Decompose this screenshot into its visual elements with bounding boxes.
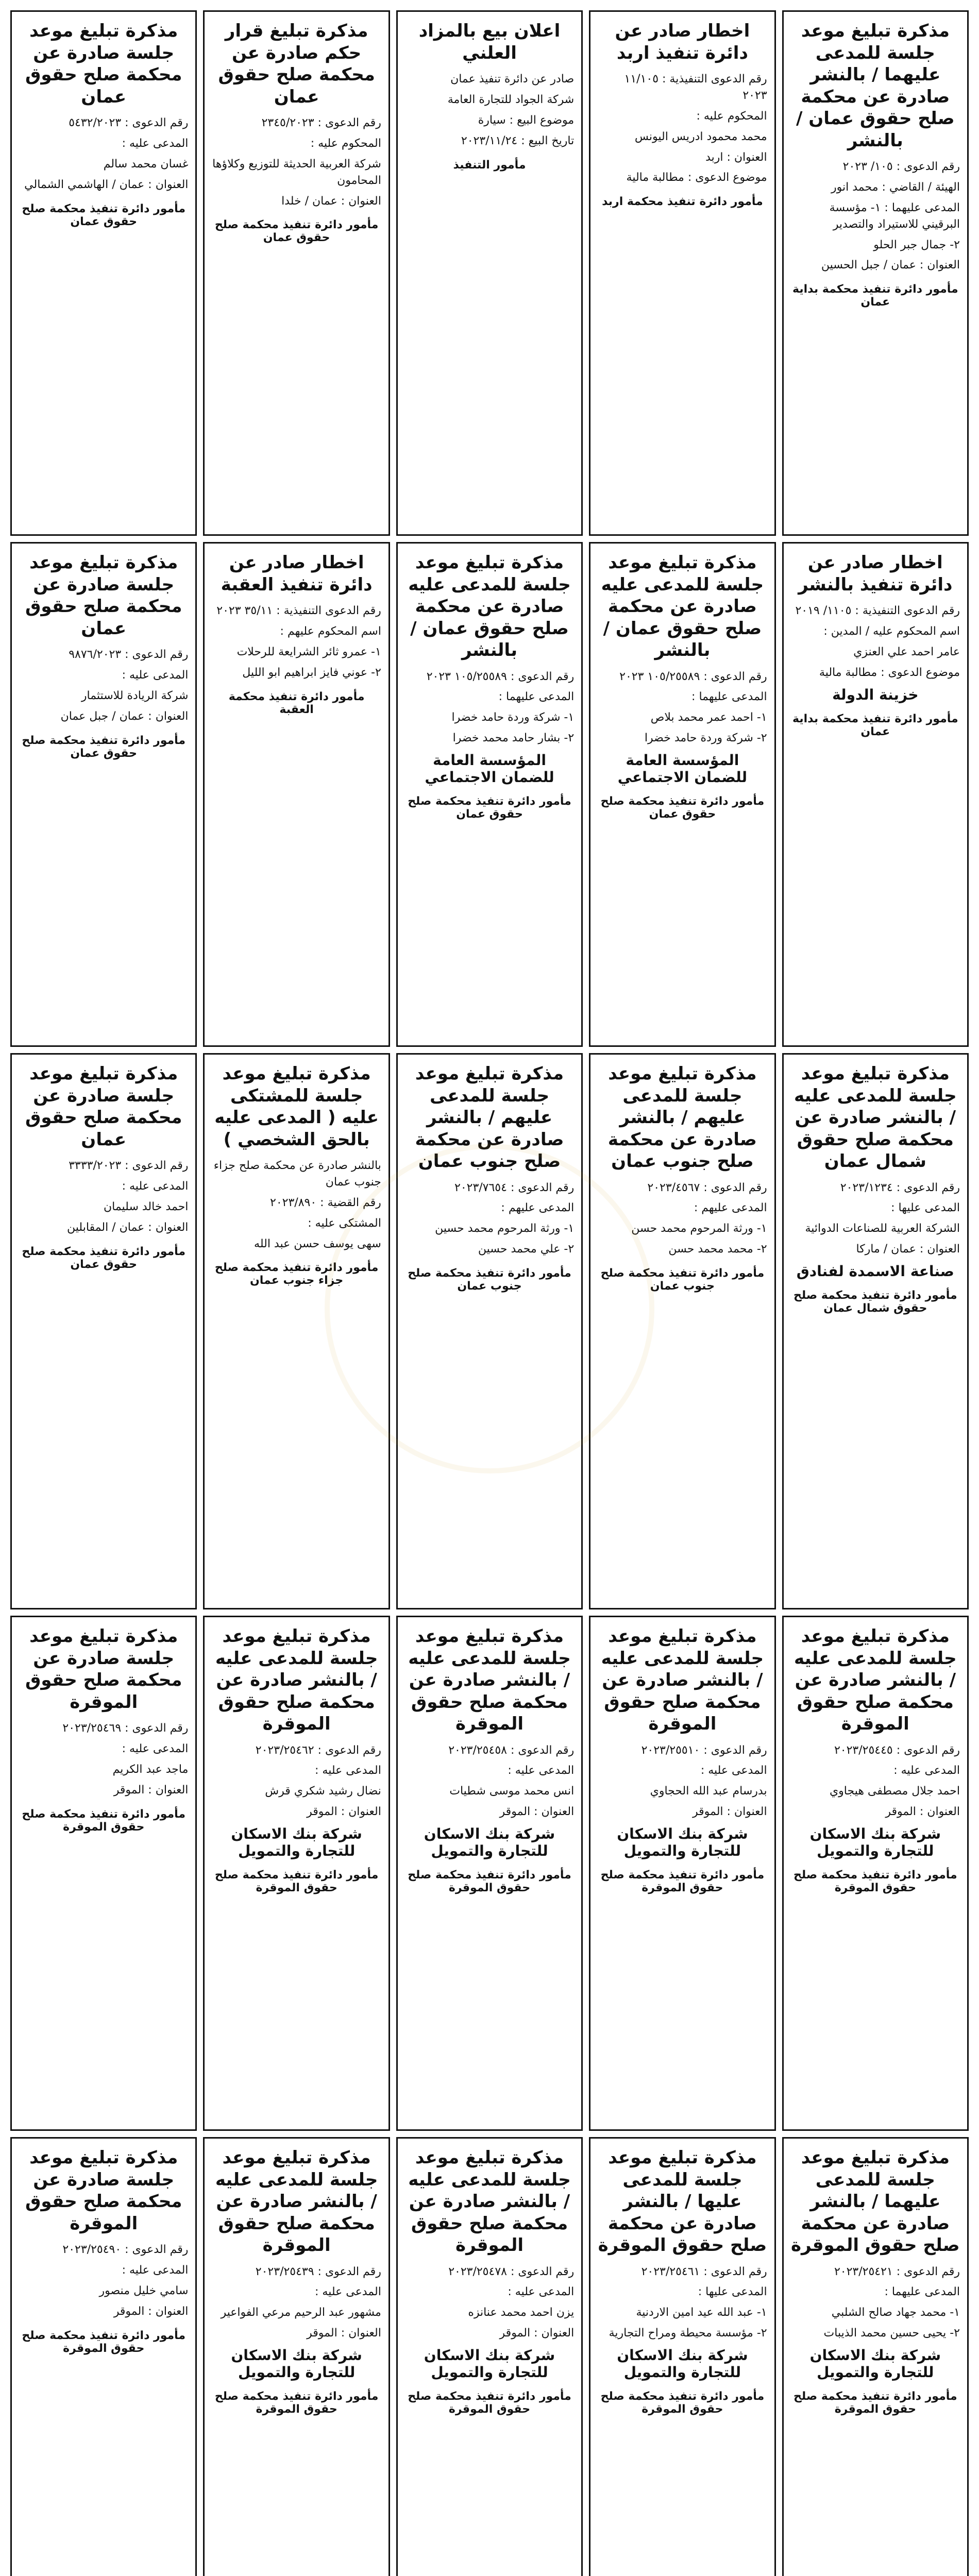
notice-line: ١- ورثة المرحوم محمد حسين bbox=[435, 1222, 575, 1235]
notice-line: سامي خليل منصور bbox=[99, 2284, 189, 2297]
notice-name: شركة بنك الاسكان للتجارة والتمويل bbox=[809, 2347, 941, 2381]
notice-footer: مأمور دائرة تنفيذ محكمة صلح حقوق الموقرة bbox=[794, 2390, 957, 2416]
notice-line: رقم الدعوى التنفيذية : ١١٠٥/ ٢٠١٩ bbox=[795, 604, 960, 617]
notice-line: المدعى عليه : bbox=[122, 668, 189, 682]
notice-line: المشتكى عليه : bbox=[308, 1216, 381, 1230]
notice-line: ٢- عوني فايز ابراهيم ابو الليل bbox=[242, 666, 381, 679]
notice-r2-c2 bbox=[589, 542, 775, 1047]
notice-title: مذكرة تبليغ موعد جلسة صادرة عن محكمة صلح حقوق عمان bbox=[25, 1063, 182, 1150]
notice-line: ٢- مؤسسة محيطة ومراح التجارية bbox=[609, 2327, 767, 2340]
notice-line: المدعى عليه : bbox=[122, 137, 189, 150]
notice-line: يزن احمد محمد عنانزه bbox=[468, 2306, 575, 2319]
notice-line: رقم الدعوى : ٥٤٣٢/٢٠٢٣ bbox=[69, 116, 189, 129]
notice-line: ١- احمد عمر محمد بلاص bbox=[650, 711, 767, 724]
notice-line: رقم الدعوى : ٢٠٢٣/٢٥٤٩٠ bbox=[62, 2243, 189, 2256]
notice-name: شركة بنك الاسكان للتجارة والتمويل bbox=[809, 1825, 941, 1860]
notice-line: العنوان : الموقر bbox=[113, 1783, 189, 1797]
notice-footer: مأمور دائرة تنفيذ محكمة صلح حقوق الموقرة bbox=[600, 2390, 765, 2416]
notice-line: المدعى عليه : bbox=[315, 1764, 381, 1777]
notice-line: العنوان : الموقر bbox=[499, 2327, 575, 2340]
notice-name: شركة بنك الاسكان للتجارة والتمويل bbox=[231, 1825, 362, 1860]
notice-footer: مأمور دائرة تنفيذ محكمة صلح جنوب عمان bbox=[408, 1267, 571, 1293]
notice-title: مذكرة تبليغ موعد جلسة للمدعى عليه / بالنشر صادرة عن محكمة صلح حقوق الموقرة bbox=[601, 1626, 764, 1734]
notice-name: شركة بنك الاسكان للتجارة والتمويل bbox=[617, 2347, 748, 2381]
notice-line: المدعى عليه : bbox=[122, 2263, 189, 2277]
notice-line: ٢- محمد محمد حسن bbox=[668, 1243, 767, 1256]
notice-line: شركة العربية الحديثة للتوزيع وكلاؤها المحامون bbox=[212, 157, 381, 187]
newspaper-page bbox=[10, 10, 969, 2576]
notice-title: مذكرة تبليغ موعد جلسة للمدعى عليهما / بالنشر صادرة عن محكمة صلح حقوق الموقرة bbox=[790, 2147, 960, 2256]
notice-line: نضال رشيد شكري قرش bbox=[265, 1785, 381, 1798]
notice-title: مذكرة تبليغ موعد جلسة للمدعى عليهما / بالنشر صادرة عن محكمة صلح حقوق عمان / بالنشر bbox=[796, 21, 955, 151]
notice-line: ٢- جمال جبر الحلو bbox=[873, 238, 960, 251]
notice-line: المدعى عليهما : bbox=[691, 690, 767, 704]
notice-title: مذكرة تبليغ موعد جلسة للمدعى عليه / بالنشر صادرة عن محكمة صلح حقوق الموقرة bbox=[215, 2147, 378, 2256]
notice-title: مذكرة تبليغ موعد جلسة للمدعى عليه / بالنشر صادرة عن محكمة صلح حقوق الموقرة bbox=[408, 1626, 571, 1734]
notice-line: ١- ورثة المرحوم محمد حسن bbox=[631, 1222, 767, 1235]
notice-r5-c2 bbox=[589, 2137, 775, 2576]
notice-line: رقم الدعوى : ٢٠٢٣/٢٥٤٦٢ bbox=[255, 1743, 381, 1757]
notice-line: رقم الدعوى : ١٠٥/٢٥٥٨٩ ٢٠٢٣ bbox=[619, 670, 767, 683]
notice-footer: مأمور دائرة تنفيذ محكمة صلح حقوق الموقرة bbox=[214, 1869, 379, 1895]
notice-line: العنوان : الموقر bbox=[307, 2327, 381, 2340]
notice-title: مذكرة تبليغ قرار حكم صادرة عن محكمة صلح حقوق عمان bbox=[218, 21, 375, 107]
notice-line: المدعى عليه : bbox=[893, 1764, 960, 1777]
notice-line: عامر احمد علي العنزي bbox=[853, 645, 960, 658]
notice-line: المدعى عليهم : bbox=[501, 1201, 575, 1215]
notice-line: احمد خالد سليمان bbox=[103, 1200, 189, 1213]
notice-line: المدعى عليهما : ١- مؤسسة البرقيني للاستيراد والتصدير bbox=[829, 201, 960, 231]
notice-line: رقم الدعوى : ٢٠٢٣/٢٥٤٣٩ bbox=[255, 2265, 381, 2278]
notice-line: بالنشر صادرة عن محكمة صلح جزاء جنوب عمان bbox=[213, 1159, 381, 1189]
notice-title: مذكرة تبليغ موعد جلسة للمدعى عليه / بالنشر صادرة عن محكمة صلح حقوق الموقرة bbox=[408, 2147, 571, 2256]
notice-line: العنوان : عمان / ماركا bbox=[856, 1243, 960, 1256]
notice-title: مذكرة تبليغ موعد جلسة للمدعى عليهم / بالنشر صادرة عن محكمة صلح جنوب عمان bbox=[415, 1063, 564, 1172]
notice-line: العنوان : الموقر bbox=[692, 1805, 767, 1819]
notice-footer: مأمور دائرة تنفيذ محكمة صلح حقوق الموقرة bbox=[408, 1869, 571, 1895]
notice-footer: مأمور دائرة تنفيذ محكمة بداية عمان bbox=[792, 283, 958, 309]
notice-line: العنوان : عمان / المقابلين bbox=[67, 1221, 189, 1234]
notice-line: الهيئة / القاضي : محمد انور bbox=[831, 180, 960, 194]
notice-r1-c3 bbox=[396, 10, 583, 536]
notice-line: رقم الدعوى : ٢٠٢٣/٧٦٥٤ bbox=[454, 1181, 575, 1194]
notice-line: الشركة العربية للصناعات الدوائية bbox=[805, 1222, 960, 1235]
notice-line: ٢- علي محمد حسين bbox=[478, 1243, 575, 1256]
notice-line: العنوان : الموقر bbox=[113, 2304, 189, 2318]
notice-line: العنوان : الموقر bbox=[307, 1805, 381, 1819]
notice-footer: مأمور دائرة تنفيذ محكمة العقبة bbox=[228, 690, 365, 716]
notice-footer: مأمور دائرة تنفيذ محكمة صلح حقوق عمان bbox=[22, 1245, 185, 1271]
notice-r3-c1 bbox=[782, 1053, 969, 1609]
notice-footer: مأمور دائرة تنفيذ محكمة صلح حقوق الموقرة bbox=[794, 1869, 957, 1895]
notice-line: صادر عن دائرة تنفيذ عمان bbox=[450, 73, 575, 86]
notice-line: ماجد عبد الكريم bbox=[112, 1762, 189, 1776]
notice-name: المؤسسة العامة للضمان الاجتماعي bbox=[617, 752, 748, 786]
notice-line: ٢- شركة وردة حامد خضرا bbox=[644, 732, 767, 745]
notice-line: المحكوم عليه : bbox=[310, 137, 381, 150]
notice-footer: مأمور دائرة تنفيذ محكمة صلح جزاء جنوب عمان bbox=[214, 1261, 379, 1287]
notice-r3-c5 bbox=[10, 1053, 197, 1609]
notice-line: ١- عمرو ثائر الشرايعة للرحلات bbox=[237, 645, 381, 658]
notice-title: مذكرة تبليغ موعد جلسة للمدعى عليه صادرة عن محكمة صلح حقوق عمان / بالنشر bbox=[601, 552, 764, 660]
notice-line: محمد محمود ادريس اليونس bbox=[634, 130, 767, 143]
notice-footer: مأمور دائرة تنفيذ محكمة اربد bbox=[602, 195, 763, 209]
notice-title: مذكرة تبليغ موعد جلسة للمدعى عليه صادرة عن محكمة صلح حقوق عمان / بالنشر bbox=[408, 552, 571, 660]
notice-footer: مأمور دائرة تنفيذ محكمة صلح حقوق عمان bbox=[214, 218, 379, 245]
notice-line: رقم الدعوى : ٢٠٢٣/٢٥٥١٠ bbox=[641, 1743, 767, 1757]
notice-r2-c4 bbox=[203, 542, 390, 1047]
notice-line: ١- شركة وردة حامد خضرا bbox=[451, 711, 575, 724]
notice-title: مذكرة تبليغ موعد جلسة للمدعى عليه / بالنشر صادرة عن محكمة صلح حقوق الموقرة bbox=[215, 1626, 378, 1734]
notice-line: ٢- يحيى حسين محمد الذيبات bbox=[823, 2327, 960, 2340]
notice-r5-c4 bbox=[203, 2137, 390, 2576]
notice-line: ١- محمد جهاد صالح الشلبي bbox=[831, 2306, 960, 2319]
notice-line: تاريخ البيع : ٢٠٢٣/١١/٢٤ bbox=[461, 134, 575, 147]
notice-line: العنوان : عمان / خلدا bbox=[281, 194, 381, 208]
notice-footer: مأمور دائرة تنفيذ محكمة صلح حقوق الموقرة bbox=[600, 1869, 765, 1895]
notice-line: المدعى عليهم : bbox=[694, 1201, 767, 1215]
notice-r2-c3 bbox=[396, 542, 583, 1047]
notice-title: اخطار صادر عن دائرة تنفيذ اربد bbox=[615, 21, 750, 63]
notice-line: انس محمد موسى شطيات bbox=[449, 1785, 575, 1798]
notice-title: اخطار صادر عن دائرة تنفيذ العقبة bbox=[221, 552, 373, 595]
notice-title: مذكرة تبليغ موعد جلسة صادرة عن محكمة صلح حقوق الموقرة bbox=[25, 1626, 182, 1713]
notice-name: شركة بنك الاسكان للتجارة والتمويل bbox=[617, 1825, 748, 1860]
notice-r3-c4 bbox=[203, 1053, 390, 1609]
notice-title: مذكرة تبليغ موعد جلسة للمدعى عليه / بالنشر صادرة عن محكمة صلح حقوق شمال عمان bbox=[794, 1063, 957, 1172]
notice-r3-c3 bbox=[396, 1053, 583, 1609]
notice-title: مذكرة تبليغ موعد جلسة للمدعى عليه / بالنشر صادرة عن محكمة صلح حقوق الموقرة bbox=[794, 1626, 957, 1734]
notice-line: العنوان : الموقر bbox=[499, 1805, 575, 1819]
notice-line: اسم المحكوم عليه / المدين : bbox=[823, 624, 960, 638]
notice-r5-c5 bbox=[10, 2137, 197, 2576]
notice-name: المؤسسة العامة للضمان الاجتماعي bbox=[425, 752, 554, 786]
notice-r2-c5 bbox=[10, 542, 197, 1047]
notice-line: رقم الدعوى التنفيذية : ٣٥/١١ ٢٠٢٣ bbox=[216, 604, 381, 617]
notice-footer: مأمور دائرة تنفيذ محكمة صلح حقوق الموقرة bbox=[214, 2390, 379, 2416]
notice-r1-c1 bbox=[782, 10, 969, 536]
notice-name: خزينة الدولة bbox=[832, 686, 919, 703]
notice-line: موضوع الدعوى : مطالبة مالية bbox=[819, 666, 960, 679]
notice-r3-c2 bbox=[589, 1053, 775, 1609]
notice-line: المدعى عليه : bbox=[508, 1764, 575, 1777]
notice-line: المدعى عليه : bbox=[700, 1764, 767, 1777]
notice-footer: مأمور دائرة تنفيذ محكمة صلح حقوق عمان bbox=[600, 795, 765, 821]
notice-line: اسم المحكوم عليهم : bbox=[280, 624, 381, 638]
notice-r4-c4 bbox=[203, 1616, 390, 2131]
notice-line: رقم الدعوى : ٣٣٣٣/٢٠٢٣ bbox=[69, 1159, 189, 1172]
notice-line: رقم الدعوى : ١٠٥/ ٢٠٢٣ bbox=[842, 160, 960, 173]
notice-line: شركة الريادة للاستثمار bbox=[81, 689, 189, 702]
notice-footer: مأمور دائرة تنفيذ محكمة صلح حقوق عمان bbox=[22, 734, 185, 760]
notice-footer: مأمور دائرة تنفيذ محكمة بداية عمان bbox=[792, 712, 958, 738]
notice-footer: مأمور دائرة تنفيذ محكمة صلح حقوق الموقرة bbox=[22, 1807, 185, 1834]
notice-line: موضوع الدعوى : مطالبة مالية bbox=[626, 171, 767, 184]
notice-line: مشهور عبد الرحيم مرعي الفواعير bbox=[221, 2306, 381, 2319]
notice-line: المدعى عليه : bbox=[508, 2285, 575, 2299]
notice-r4-c5 bbox=[10, 1616, 197, 2131]
notice-title: مذكرة تبليغ موعد جلسة للمشتكى عليه ( المدعى عليه بالحق الشخصي ) bbox=[214, 1063, 379, 1150]
notice-line: العنوان : اربد bbox=[705, 150, 767, 164]
notice-line: ٢- بشار حامد محمد خضرا bbox=[452, 732, 575, 745]
notice-line: احمد جلال مصطفى هيجاوي bbox=[829, 1785, 960, 1798]
notice-footer: مأمور دائرة تنفيذ محكمة صلح جنوب عمان bbox=[600, 1267, 765, 1293]
notice-title: اعلان بيع بالمزاد العلني bbox=[418, 21, 561, 63]
notice-r2-c1 bbox=[782, 542, 969, 1047]
notice-r4-c2 bbox=[589, 1616, 775, 2131]
notice-line: رقم الدعوى : ٩٨٧٦/٢٠٢٣ bbox=[69, 648, 189, 661]
notice-name: صناعة الاسمدة لفنادق bbox=[796, 1263, 954, 1280]
notice-line: رقم الدعوى التنفيذية : ١١/١٠٥ ٢٠٢٣ bbox=[624, 73, 767, 102]
notice-title: مذكرة تبليغ موعد جلسة صادرة عن محكمة صلح حقوق الموقرة bbox=[25, 2147, 182, 2234]
notice-line: رقم الدعوى : ٢٠٢٣/١٢٣٤ bbox=[840, 1181, 960, 1194]
notice-line: المدعى عليها : bbox=[698, 2285, 767, 2299]
notice-r4-c1 bbox=[782, 1616, 969, 2131]
notice-name: شركة بنك الاسكان للتجارة والتمويل bbox=[424, 2347, 555, 2381]
notice-title: مذكرة تبليغ موعد جلسة صادرة عن محكمة صلح حقوق عمان bbox=[25, 552, 182, 639]
notice-line: رقم الدعوى : ٢٣٤٥/٢٠٢٣ bbox=[261, 116, 381, 129]
notice-footer: مأمور دائرة تنفيذ محكمة صلح حقوق الموقرة bbox=[22, 2329, 185, 2355]
notice-line: المدعى عليه : bbox=[122, 1179, 189, 1193]
notice-line: رقم الدعوى : ١٠٥/٢٥٥٨٩ ٢٠٢٣ bbox=[426, 670, 575, 683]
notice-line: شركة الجواد للتجارة العامة bbox=[447, 93, 575, 106]
notice-title: مذكرة تبليغ موعد جلسة صادرة عن محكمة صلح حقوق عمان bbox=[25, 21, 182, 107]
notice-r1-c5 bbox=[10, 10, 197, 536]
notice-line: المدعى عليهما : bbox=[884, 2285, 960, 2299]
notice-line: رقم الدعوى : ٢٠٢٣/٢٥٤٤٥ bbox=[834, 1743, 960, 1757]
notice-line: المحكوم عليه : bbox=[696, 109, 767, 123]
notice-line: رقم القضية : ٢٠٢٣/٨٩٠ bbox=[270, 1196, 381, 1209]
notice-line: المدعى عليه : bbox=[122, 1742, 189, 1755]
notice-title: اخطار صادر عن دائرة تنفيذ بالنشر bbox=[798, 552, 953, 595]
notice-line: موضوع البيع : سيارة bbox=[478, 113, 575, 127]
notice-line: رقم الدعوى : ٢٠٢٣/٢٥٤٦١ bbox=[641, 2265, 767, 2278]
notice-line: بدرسام عبد الله الحجاوي bbox=[650, 1785, 767, 1798]
notice-footer: مأمور دائرة تنفيذ محكمة صلح حقوق الموقرة bbox=[408, 2390, 571, 2416]
notice-name: شركة بنك الاسكان للتجارة والتمويل bbox=[424, 1825, 555, 1860]
notice-name: شركة بنك الاسكان للتجارة والتمويل bbox=[231, 2347, 362, 2381]
notice-line: غسان محمد سالم bbox=[103, 157, 189, 171]
notice-footer: مأمور دائرة تنفيذ محكمة صلح حقوق شمال عمان bbox=[794, 1289, 957, 1315]
notice-line: رقم الدعوى : ٢٠٢٣/٢٥٤٧٨ bbox=[448, 2265, 575, 2278]
notice-line: العنوان : عمان / جبل عمان bbox=[60, 709, 189, 723]
notice-r5-c1 bbox=[782, 2137, 969, 2576]
notice-line: ١- عبد الله عيد امين الاردنية bbox=[636, 2306, 767, 2319]
notice-line: العنوان : عمان / جبل الحسين bbox=[821, 259, 960, 272]
notice-footer: مأمور التنفيذ bbox=[453, 158, 526, 172]
notice-line: رقم الدعوى : ٢٠٢٣/٢٥٤٥٨ bbox=[448, 1743, 575, 1757]
notice-line: المدعى عليه : bbox=[315, 2285, 381, 2299]
notice-line: العنوان : الموقر bbox=[885, 1805, 960, 1819]
notice-r1-c4 bbox=[203, 10, 390, 536]
notice-r1-c2 bbox=[589, 10, 775, 536]
notice-line: رقم الدعوى : ٢٠٢٣/٢٥٤٢١ bbox=[834, 2265, 960, 2278]
notice-line: المدعى عليهما : bbox=[498, 690, 575, 704]
notice-r5-c3 bbox=[396, 2137, 583, 2576]
notice-line: رقم الدعوى : ٢٠٢٣/٢٥٤٦٩ bbox=[62, 1722, 189, 1735]
notices-grid bbox=[10, 10, 969, 2576]
notice-line: العنوان : عمان / الهاشمي الشمالي bbox=[24, 178, 189, 191]
notice-footer: مأمور دائرة تنفيذ محكمة صلح حقوق عمان bbox=[408, 795, 571, 821]
notice-r4-c3 bbox=[396, 1616, 583, 2131]
notice-line: المدعى عليها : bbox=[891, 1201, 960, 1215]
notice-footer: مأمور دائرة تنفيذ محكمة صلح حقوق عمان bbox=[22, 202, 185, 228]
notice-line: سهى يوسف حسن عبد الله bbox=[254, 1237, 381, 1250]
notice-title: مذكرة تبليغ موعد جلسة للمدعى عليهم / بالنشر صادرة عن محكمة صلح جنوب عمان bbox=[607, 1063, 757, 1172]
notice-line: رقم الدعوى : ٢٠٢٣/٤٥٦٧ bbox=[647, 1181, 767, 1194]
notice-title: مذكرة تبليغ موعد جلسة للمدعى عليها / بالنشر صادرة عن محكمة صلح حقوق الموقرة bbox=[598, 2147, 767, 2256]
